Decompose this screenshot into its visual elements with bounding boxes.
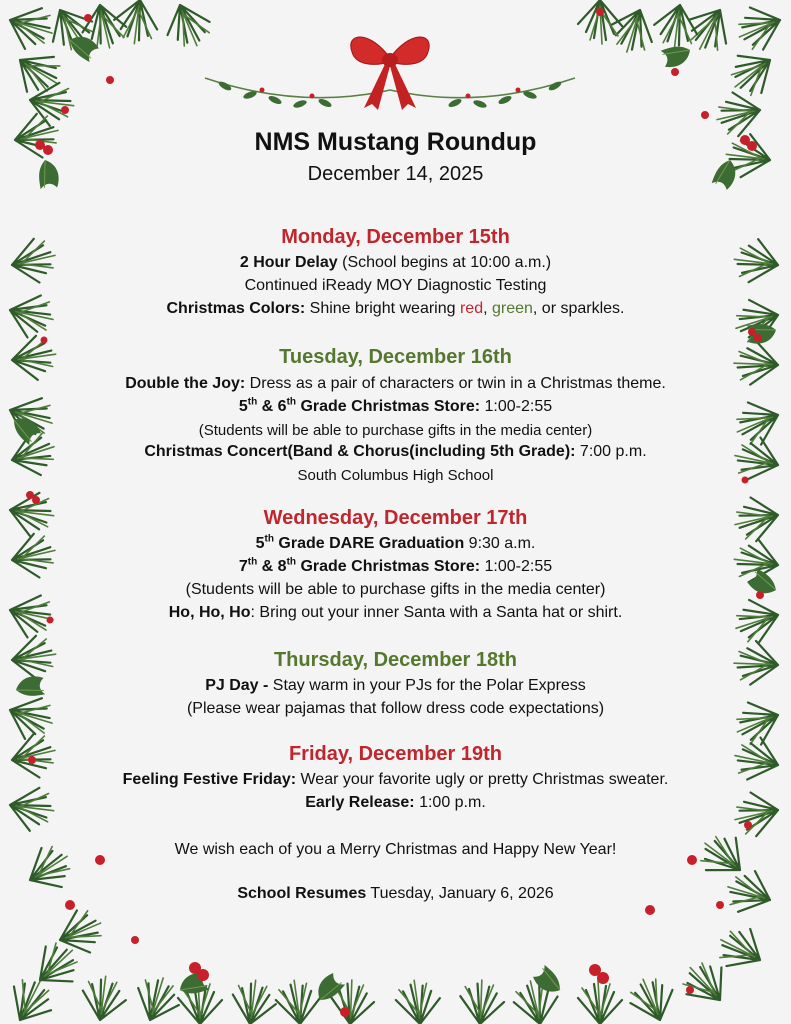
pj-text: Stay warm in your PJs for the Polar Express [268,677,586,694]
colors-text-b: , or sparkles. [532,300,625,317]
store-time: 1:00-2:55 [480,398,553,415]
colors-red-word: red [459,300,484,317]
ho-label: Ho, Ho, Ho [168,604,251,621]
store-grade-6: & 6 [257,398,287,415]
holiday-wish: We wish each of you a Merry Christmas and Happy New Year! [174,841,617,858]
delay-label: 2 Hour Delay [239,254,338,271]
monday-colors [0,300,791,318]
resume-label: School Resumes [237,885,367,902]
thursday-pj-note: (Please wear pajamas that follow dress code expectations) [186,700,605,717]
tuesday-joy [0,375,791,393]
store-grade-8: & 8 [257,558,287,575]
dare-time: 9:30 a.m. [464,535,536,552]
wednesday-store-note: (Students will be able to purchase gifts in the media center) [185,581,606,598]
pj-label: PJ Day - [205,677,269,694]
thursday-pj [0,677,791,695]
wednesday-ho [0,604,791,622]
wednesday-store [0,558,791,576]
dare-text: Grade DARE Graduation [273,535,465,552]
festive-label: Feeling Festive Friday: [122,771,297,788]
ho-text: : Bring out your inner Santa with a Santa hat or shirt. [250,604,623,621]
festive-text: Wear your favorite ugly or pretty Christmas sweater. [296,771,669,788]
monday-delay [0,254,791,272]
tuesday-store-note: (Students will be able to purchase gifts in the media center) [198,422,593,439]
friday-release [0,794,791,812]
dare-sup: th [264,533,274,545]
store-grade-5: 5 [238,398,248,415]
friday-heading: Friday, December 19th [288,743,503,765]
store-78-label [239,558,480,575]
thursday-heading: Thursday, December 18th [273,649,518,671]
joy-label: Double the Joy: [125,375,246,392]
monday-heading: Monday, December 15th [281,226,510,248]
store78-sup-2: th [286,556,297,568]
school-resumes [0,885,791,903]
wednesday-dare [0,535,791,553]
tuesday-heading: Tuesday, December 16th [279,346,512,368]
dare-label [256,535,465,552]
resume-text: Tuesday, January 6, 2026 [366,885,554,902]
concert-label: Christmas Concert(Band & Chorus(including 5th Grade): [144,443,576,460]
colors-sep: , [483,300,492,317]
store78-text: Grade Christmas Store: [296,558,481,575]
store-sup-1: th [247,396,258,408]
store78-time: 1:00-2:55 [480,558,553,575]
store-grade-label [239,398,480,415]
joy-text: Dress as a pair of characters or twin in a Christmas theme. [245,375,666,392]
newsletter-date: December 14, 2025 [307,163,484,185]
dare-grade-5: 5 [255,535,265,552]
monday-testing: Continued iReady MOY Diagnostic Testing [244,277,547,294]
colors-text-a: Shine bright wearing [305,300,460,317]
tuesday-concert-place: South Columbus High School [297,467,494,484]
friday-festive [0,771,791,789]
store-sup-2: th [286,396,297,408]
concert-time: 7:00 p.m. [575,443,647,460]
colors-green-word: green [491,300,533,317]
tuesday-concert [0,443,791,461]
store78-sup-1: th [247,556,258,568]
colors-label: Christmas Colors: [166,300,306,317]
delay-text: (School begins at 10:00 a.m.) [337,254,552,271]
release-time: 1:00 p.m. [414,794,486,811]
release-label: Early Release: [305,794,415,811]
newsletter-title: NMS Mustang Roundup [254,128,537,156]
wednesday-heading: Wednesday, December 17th [263,507,528,529]
store-label: Grade Christmas Store: [296,398,481,415]
tuesday-store [0,398,791,416]
store-grade-7: 7 [238,558,248,575]
